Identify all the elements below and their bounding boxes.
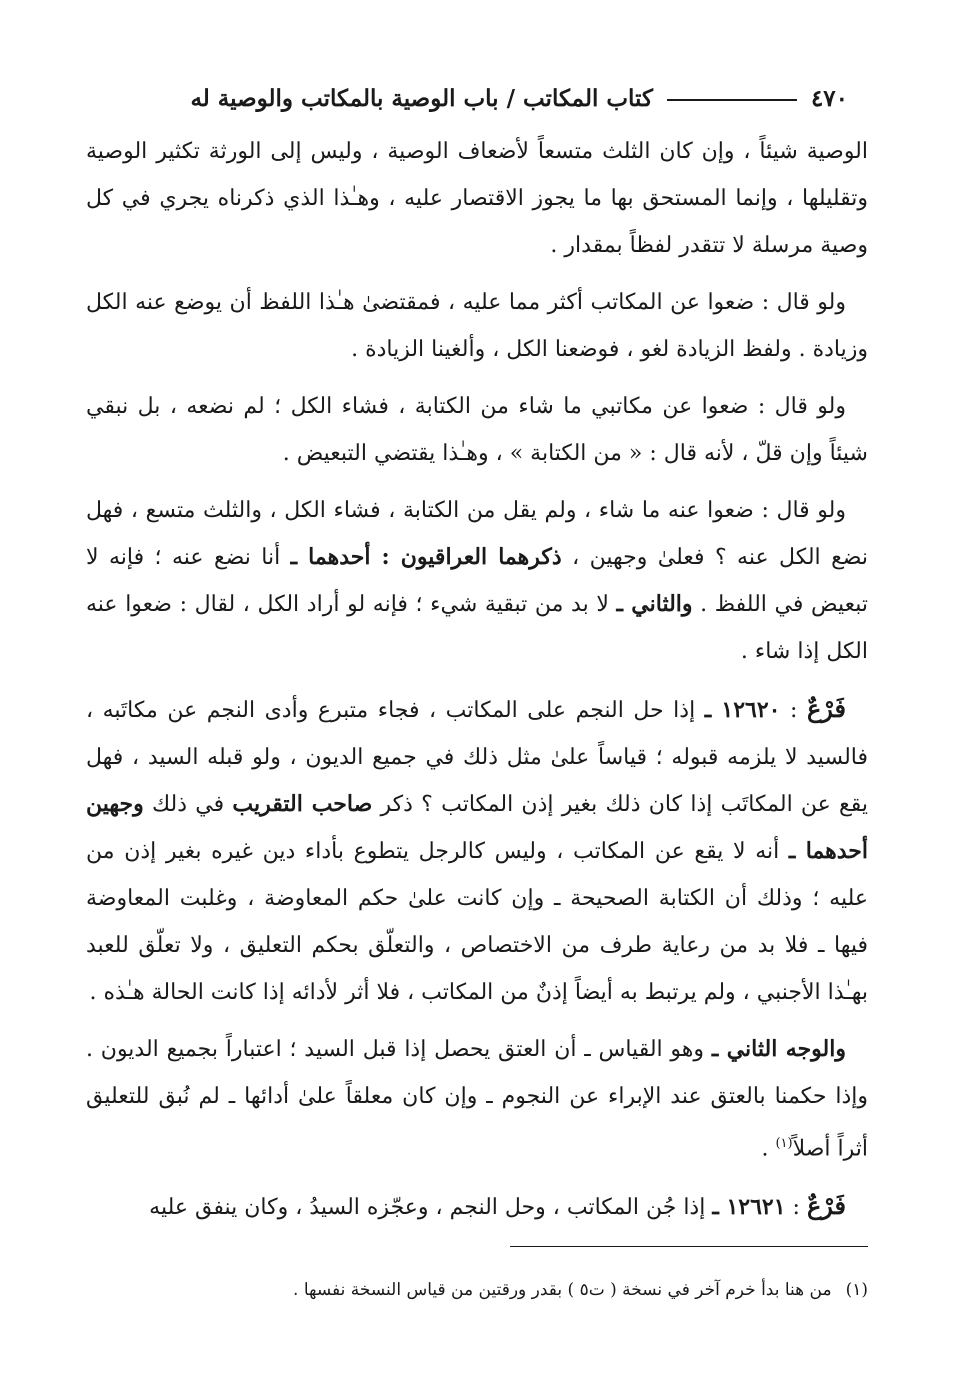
footnote-text: من هنا بدأ خرم آخر في نسخة ( ت٥ ) بقدر ورقتين من قياس النسخة نفسها . xyxy=(293,1280,832,1300)
paragraph-4-text-3: لا بد من تبقية شيء ؛ فإنه لو أراد الكل ، لقال : ضعوا عنه الكل إذا شاء . xyxy=(86,592,868,664)
paragraph-4-text-2: أنا نضع عنه ؛ فإنه لا تبعيض في اللفظ . xyxy=(86,545,868,617)
paragraph-2: ولو قال : ضعوا عن المكاتب أكثر مما عليه ، فمقتضىٰ هـٰذا اللفظ أن يوضع عنه الكل وزيادة . ولفظ الزيادة لغو ، فوضعنا الكل ، وألغينا الزيادة . xyxy=(86,290,868,362)
paragraph-4-bold-1: ذكرهما العراقيون : أحدهما ـ xyxy=(290,544,562,570)
header-rule xyxy=(667,99,797,101)
footnote-number: (١) xyxy=(845,1280,868,1300)
far-separator: : xyxy=(780,698,807,723)
footnote-reference[interactable]: (١) xyxy=(775,1136,793,1151)
paragraph-7-text-1: إذا جُن المكاتب ، وحل النجم ، وعجّزه السيدُ ، وكان ينفق عليه xyxy=(149,1195,713,1221)
paragraph-4 xyxy=(86,487,868,675)
footnote-divider xyxy=(510,1246,868,1247)
paragraph-5-text-1: إذا حل النجم على المكاتب ، فجاء متبرع وأدى النجم عن مكاتَبه ، فالسيد لا يلزمه قبوله ؛ قياساً علىٰ مثل ذلك في جميع الديون ، ولو قبله السيد ، فهل يقع عن المكاتَب إذا كان ذلك بغير إذن المكاتب ؟ ذكر xyxy=(86,698,868,817)
far-separator: : xyxy=(785,1195,807,1221)
main-text xyxy=(86,128,868,1241)
far-heading: فَرْعٌ xyxy=(806,1191,846,1221)
header-title: كتاب المكاتب / باب الوصية بالمكاتب والوصية له xyxy=(190,84,653,112)
paragraph-5-bold-1: صاحب التقريب xyxy=(232,791,373,817)
paragraph-6-text-1: وهو القياس ـ أن العتق يحصل إذا قبل السيد ؛ اعتباراً بجميع الديون . وإذا حكمنا بالعتق عند الإبراء عن النجوم ـ وإن كان معلقاً علىٰ أدائها ـ لم نُبق للتعليق أثراً أصلاً xyxy=(86,1037,868,1162)
paragraph-5-text-2: في ذلك xyxy=(143,792,233,817)
far-heading: فَرْعٌ xyxy=(806,694,846,723)
paragraph-5-text-3: أنه لا يقع عن المكاتب ، وليس كالرجل يتطوع بأداء دين غيره بغير إذن من عليه ؛ وذلك أن الكتابة الصحيحة ـ وإن كانت علىٰ حكم المعاوضة ، وغلبت المعاوضة فيها ـ فلا بد من رعاية طرف من الاختصاص ، والتعلّق بحكم التعليق ، ولا تعلّق للعبد بهـٰذا الأجنبي ، ولم يرتبط به أيضاً إذنٌ من المكاتب ، فلا أثر لأدائه إذا كانت الحالة هـٰذه . xyxy=(86,839,868,1005)
footnote xyxy=(86,1276,868,1304)
paragraph-1: الوصية شيئاً ، وإن كان الثلث متسعاً لأضعاف الوصية ، وليس إلى الورثة تكثير الوصية وتقليلها ، وإنما المستحق بها ما يجوز الاقتصار عليه ، وهـٰذا الذي ذكرناه يجري في كل وصية مرسلة لا تتقدر لفظاً بمقدار . xyxy=(86,139,868,258)
paragraph-5 xyxy=(86,685,868,1016)
issue-number: ١٢٦٢١ ـ xyxy=(712,1194,786,1221)
paragraph-4-text-1: ولو قال : ضعوا عنه ما شاء ، ولم يقل من الكتابة ، فشاء الكل ، والثلث متسع ، فهل نضع الكل عنه ؟ فعلىٰ وجهين ، xyxy=(86,498,869,570)
paragraph-3: ولو قال : ضعوا عن مكاتبي ما شاء من الكتابة ، فشاء الكل ؛ لم نضعه ، بل نبقي شيئاً وإن قلّ ، لأنه قال : « من الكتابة » ، وهـٰذا يقتضي التبعيض . xyxy=(86,394,868,466)
paragraph-6-bold-1: والوجه الثاني ـ xyxy=(711,1036,846,1062)
paragraph-6 xyxy=(86,1026,868,1172)
paragraph-6-text-2: . xyxy=(761,1136,776,1162)
page-number: ٤٧٠ xyxy=(810,84,848,112)
paragraph-4-bold-2: والثاني ـ xyxy=(616,591,693,617)
running-header xyxy=(118,78,848,118)
paragraph-5-bold-2: وجهين أحدهما ـ xyxy=(86,791,868,864)
paragraph-7 xyxy=(86,1182,868,1231)
issue-number: ١٢٦٢٠ ـ xyxy=(704,697,781,723)
